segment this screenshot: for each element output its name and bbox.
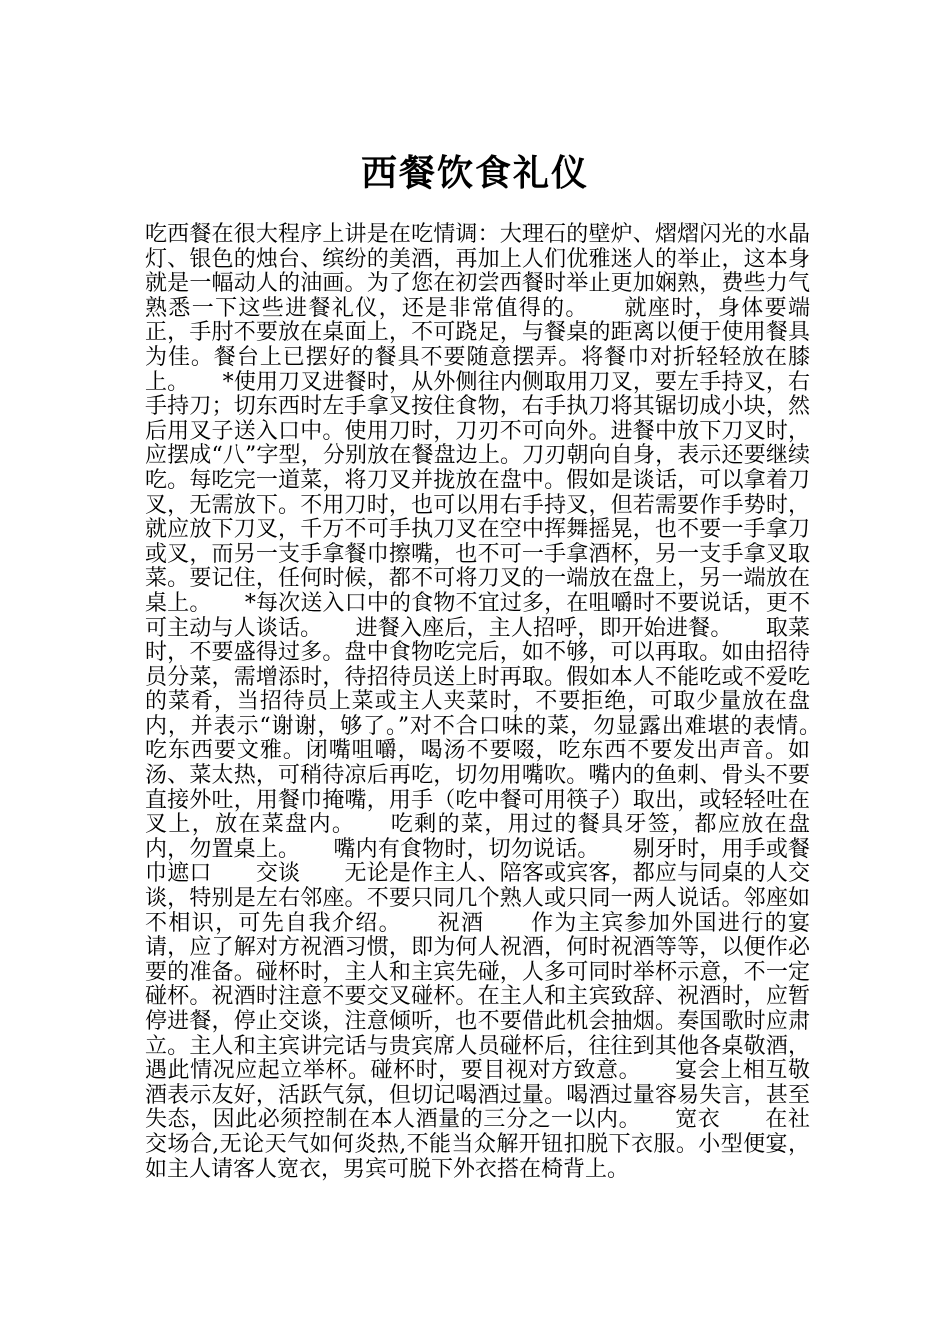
- page-title: 西餐饮食礼仪: [360, 152, 589, 195]
- body-paragraph: 吃西餐在很大程序上讲是在吃情调：大理石的壁炉、熠熠闪光的水晶灯、银色的烛台、缤纷的美酒，再加上人们优雅迷人的举止，这本身就是一幅动人的油画。为了您在初尝西餐时举止更加娴熟，费些力气熟悉一下这些进餐礼仪，还是非常值得的。 就座时，身体要端正，手肘不要放在桌面上，不可跷足，与餐桌的距离以便于使用餐具为佳。餐台上已摆好的餐具不要随意摆弄。将餐巾对折轻轻放在膝上。 *使用刀叉进餐时，从外侧往内侧取用刀叉，要左手持叉，右手持刀；切东西时左手拿叉按住食物，右手执刀将其锯切成小块，然后用叉子送入口中。使用刀时，刀刃不可向外。进餐中放下刀叉时，应摆成“八”字型，分别放在餐盘边上。刀刃朝向自身，表示还要继续吃。每吃完一道菜，将刀叉并拢放在盘中。假如是谈话，可以拿着刀叉，无需放下。不用刀时，也可以用右手持叉，但若需要作手势时，就应放下刀叉，千万不可手执刀叉在空中挥舞摇晃，也不要一手拿刀或叉，而另一支手拿餐巾擦嘴，也不可一手拿酒杯，另一支手拿叉取菜。要记住，任何时候，都不可将刀叉的一端放在盘上，另一端放在桌上。 *每次送入口中的食物不宜过多，在咀嚼时不要说话，更不可主动与人谈话。 进餐入座后，主人招呼，即开始进餐。 取菜时，不要盛得过多。盘中食物吃完后，如不够，可以再取。如由招待员分菜，需增添时，待招待员送上时再取。假如本人不能吃或不爱吃的菜肴，当招待员上菜或主人夹菜时，不要拒绝，可取少量放在盘内，并表示“谢谢，够了。”对不合口味的菜，勿显露出难堪的表情。 吃东西要文雅。闭嘴咀嚼，喝汤不要啜，吃东西不要发出声音。如汤、菜太热，可稍待凉后再吃，切勿用嘴吹。嘴内的鱼刺、骨头不要直接外吐，用餐巾掩嘴，用手（吃中餐可用筷子）取出，或轻轻吐在叉上，放在菜盘内。 吃剩的菜，用过的餐具牙签，都应放在盘内，勿置桌上。 嘴内有食物时，切勿说话。 剔牙时，用手或餐巾遮口 交谈 无论是作主人、陪客或宾客，都应与同桌的人交谈，特别是左右邻座。不要只同几个熟人或只同一两人说话。邻座如不相识，可先自我介绍。 祝酒 作为主宾参加外国进行的宴请，应了解对方祝酒习惯，即为何人祝酒，何时祝酒等等，以便作必要的准备。碰杯时，主人和主宾先碰，人多可同时举杯示意，不一定碰杯。祝酒时注意不要交叉碰杯。在主人和主宾致辞、祝酒时，应暂停进餐，停止交谈，注意倾听，也不要借此机会抽烟。奏国歌时应肃立。主人和主宾讲完话与贵宾席人员碰杯后，往往到其他各桌敬酒，遇此情况应起立举杯。碰杯时，要目视对方致意。 宴会上相互敬酒表示友好，活跃气氛，但切记喝酒过量。喝酒过量容易失言，甚至失态，因此必须控制在本人酒量的三分之一以内。 宽衣 在社交场合,无论天气如何炎热,不能当众解开钮扣脱下衣服。小型便宴，如主人请客人宽衣，男宾可脱下外衣搭在椅背上。: [145, 222, 855, 1182]
